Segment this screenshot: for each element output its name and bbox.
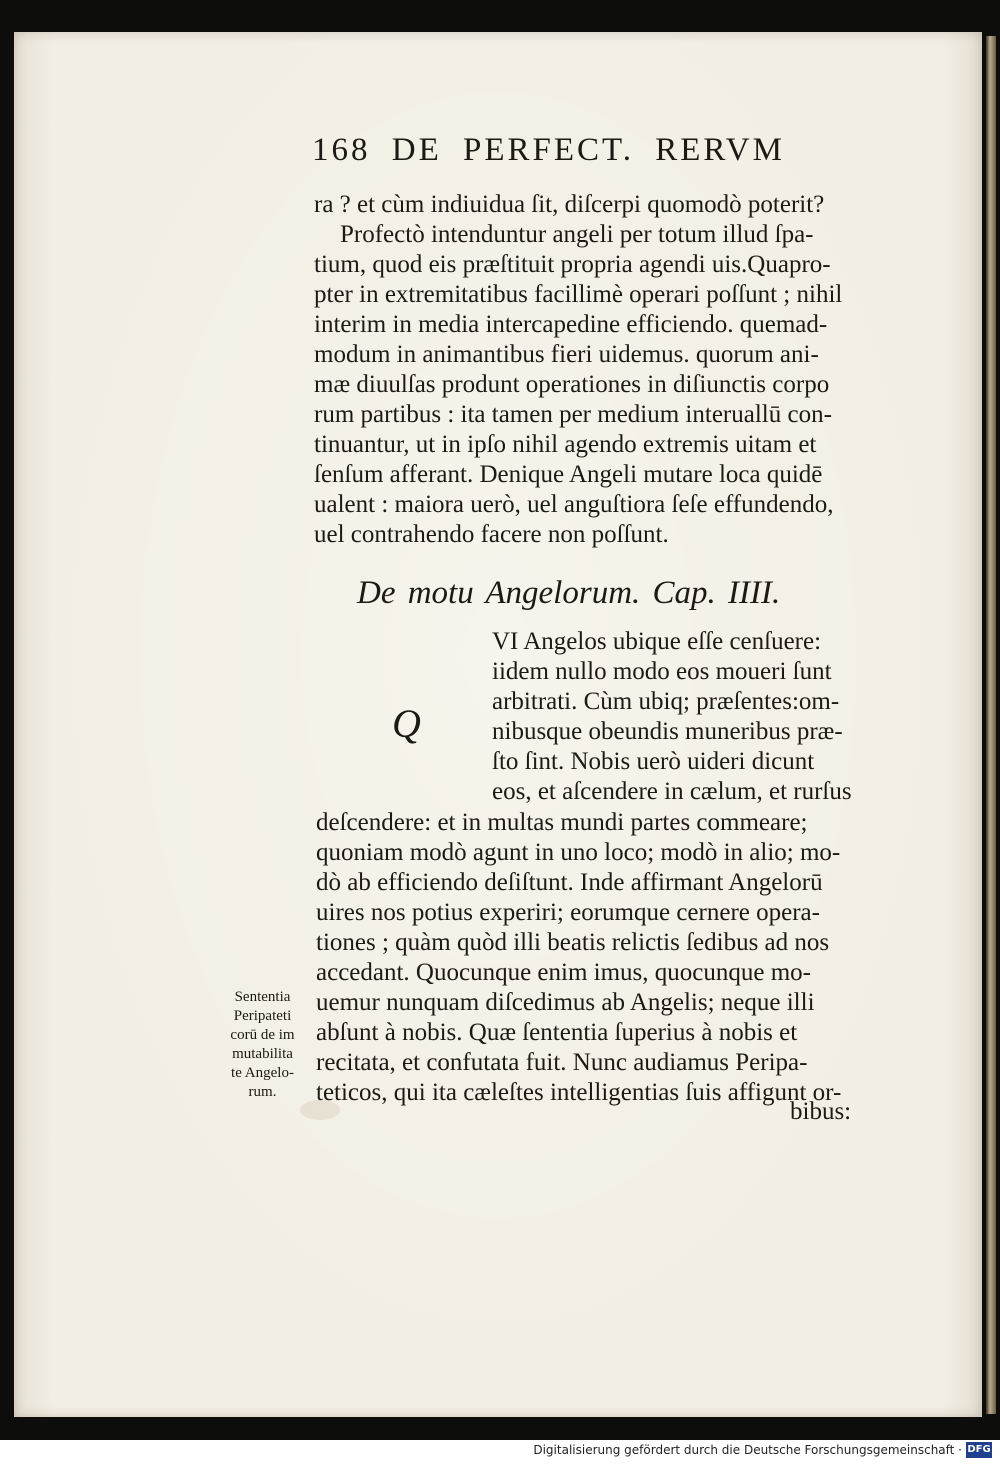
- text-line: teticos, qui ita cæleſtes intelligentias ſuis affigunt or-: [316, 1079, 842, 1106]
- text-line: ualent : maiora uerò, uel anguſtiora ſeſe effundendo,: [314, 491, 834, 518]
- margin-note-line: Peripateti: [233, 1008, 292, 1024]
- text-line: accedant. Quocunque enim imus, quocunque mo-: [316, 959, 811, 986]
- footer-credit: Digitalisierung gefördert durch die Deutsche Forschungsgemeinschaft ·: [533, 1443, 962, 1457]
- dfg-logo: DFG: [966, 1442, 992, 1458]
- text-line: tinuantur, ut in ipſo nihil agendo extremis uitam et: [314, 431, 817, 458]
- catchword: bibus:: [790, 1098, 852, 1125]
- text-line: eos, et aſcendere in cælum, et rurſus: [492, 778, 852, 805]
- text-line: interim in media intercapedine efficiendo. quemad-: [314, 311, 828, 338]
- text-line: recitata, et confutata fuit. Nunc audiamus Peripa-: [316, 1049, 808, 1076]
- margin-note-line: rum.: [248, 1084, 277, 1100]
- running-head: [312, 132, 785, 169]
- text-line: rum partibus : ita tamen per medium interuallū con-: [314, 401, 832, 428]
- margin-note: [215, 988, 310, 1102]
- text-line: ſto ſint. Nobis uerò uideri dicunt: [492, 748, 815, 775]
- text-line: iidem nullo modo eos moueri ſunt: [492, 658, 832, 685]
- running-head-title: DE PERFECT. RERVM: [391, 132, 785, 168]
- margin-note-line: Sententia: [234, 989, 291, 1005]
- text-line: abſunt à nobis. Quæ ſententia ſuperius à nobis et: [316, 1019, 798, 1046]
- text-line: uires nos potius experiri; eorumque cernere opera-: [316, 899, 820, 926]
- text-line: pter in extremitatibus facillimè operari poſſunt ; nihil: [314, 281, 843, 308]
- text-line: modum in animantibus fieri uidemus. quorum ani-: [314, 341, 819, 368]
- drop-initial: Q: [392, 701, 421, 746]
- text-line: ſenſum afferant. Denique Angeli mutare loca quidē: [314, 461, 823, 488]
- text-line: quoniam modò agunt in uno loco; modò in alio; mo-: [316, 839, 841, 866]
- text-line: arbitrati. Cùm ubiq; præſentes:om-: [492, 688, 840, 715]
- text-line: deſcendere: et in multas mundi partes commeare;: [316, 809, 808, 836]
- text-line: mæ diuulſas produnt operationes in diſiunctis corpo: [314, 371, 830, 398]
- text-line: tium, quod eis præſtituit propria agendi uis.Quapro-: [314, 251, 831, 278]
- page-number: 168: [312, 132, 371, 168]
- text-line: Profectò intenduntur angeli per totum illud ſpa-: [340, 221, 814, 248]
- text-line: uemur nunquam diſcedimus ab Angelis; neque illi: [316, 989, 815, 1016]
- text-line: dò ab efficiendo deſiſtunt. Inde affirmant Angelorū: [316, 869, 823, 896]
- text-line: nibusque obeundis muneribus præ-: [492, 718, 843, 745]
- text-line: VI Angelos ubique eſſe cenſuere:: [492, 628, 822, 655]
- text-line: uel contrahendo facere non poſſunt.: [314, 521, 669, 548]
- margin-note-line: corū de im: [230, 1027, 295, 1043]
- margin-note-line: mutabilita: [232, 1046, 293, 1062]
- text-line: tiones ; quàm quòd illi beatis relictis ſedibus ad nos: [316, 929, 830, 956]
- text-line: ra ? et cùm indiuidua ſit, diſcerpi quomodò poterit?: [314, 191, 825, 218]
- chapter-title: De motu Angelorum. Cap. IIII.: [357, 575, 781, 611]
- margin-note-line: te Angelo-: [231, 1065, 294, 1081]
- page-edge: [986, 36, 996, 1414]
